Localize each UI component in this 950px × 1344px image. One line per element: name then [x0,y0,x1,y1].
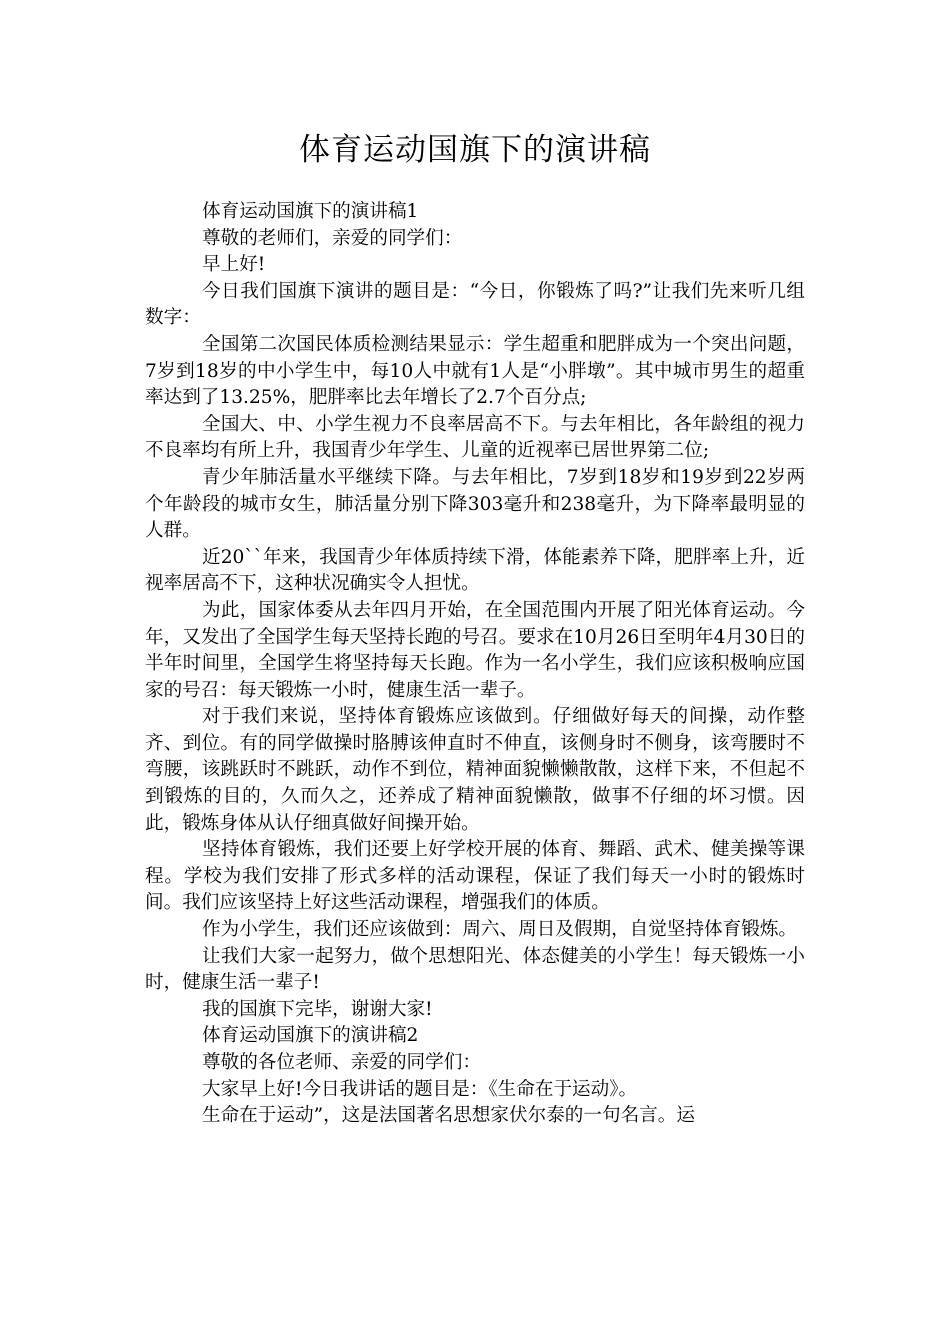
paragraph: 大家早上好!今日我讲话的题目是：《生命在于运动》。 [202,1078,638,1100]
paragraph: 让我们大家一起努力，做个思想阳光、体态健美的小学生！每天锻炼一小时，健康生活一辈子! [145,945,805,994]
paragraph: 为此，国家体委从去年四月开始，在全国范围内开展了阳光体育运动。今年，又发出了全国学生每天坚持长跑的号召。要求在10月26日至明年4月30日的半年时间里，全国学生将坚持每天长跑。作为一名小学生，我们应该积极响应国家的号召：每天锻炼一小时，健康生活一辈子。 [145,599,805,701]
paragraph: 近20``年来，我国青少年体质持续下滑，体能素养下降，肥胖率上升，近视率居高不下，这种状况确实令人担忧。 [145,546,805,595]
paragraph: 今日我们国旗下演讲的题目是：“今日，你锻炼了吗?”让我们先来听几组数字： [145,280,805,329]
paragraph: 坚持体育锻炼，我们还要上好学校开展的体育、舞蹈、武术、健美操等课程。学校为我们安排了形式多样的活动课程，保证了我们每天一小时的锻炼时间。我们应该坚持上好这些活动课程，增强我们的体质。 [145,839,805,914]
paragraph: 我的国旗下完毕，谢谢大家! [202,998,433,1020]
paragraph: 尊敬的各位老师、亲爱的同学们： [202,1052,481,1073]
paragraph: 早上好! [202,254,266,276]
paragraph: 体育运动国旗下的演讲稿1 [202,201,419,222]
paragraph: 尊敬的老师们，亲爱的同学们： [202,227,463,249]
paragraph: 体育运动国旗下的演讲稿2 [202,1025,419,1047]
paragraph: 全国大、中、小学生视力不良率居高不下。与去年相比，各年龄组的视力不良率均有所上升，我国青少年学生、儿童的近视率已居世界第二位; [145,413,805,462]
paragraph: 对于我们来说，坚持体育锻炼应该做到。仔细做好每天的间操，动作整齐、到位。有的同学做操时胳膊该伸直时不伸直，该侧身时不侧身，该弯腰时不弯腰，该跳跃时不跳跃，动作不到位，精神面貌懒懒散散，这样下来，不但起不到锻炼的目的，久而久之，还养成了精神面貌懒散，做事不仔细的坏习惯。因此，锻炼身体从认仔细真做好间操开始。 [145,706,805,834]
paragraph: 青少年肺活量水平继续下降。与去年相比，7岁到18岁和19岁到22岁两个年龄段的城市女生，肺活量分别下降303毫升和238毫升，为下降率最明显的人群。 [145,466,805,542]
paragraph: 生命在于运动”，这是法国著名思想家伏尔泰的一句名言。运 [202,1105,695,1127]
document-body [145,199,805,1130]
document-title: 体育运动国旗下的演讲稿 [299,132,651,168]
paragraph: 全国第二次国民体质检测结果显示：学生超重和肥胖成为一个突出问题，7岁到18岁的中小学生中，每10人中就有1人是“小胖墩”。其中城市男生的超重率达到了13.25%，肥胖率比去年增长了2.7个百分点; [145,333,805,409]
paragraph: 作为小学生，我们还应该做到：周六、周日及假期，自觉坚持体育锻炼。 [202,919,798,941]
